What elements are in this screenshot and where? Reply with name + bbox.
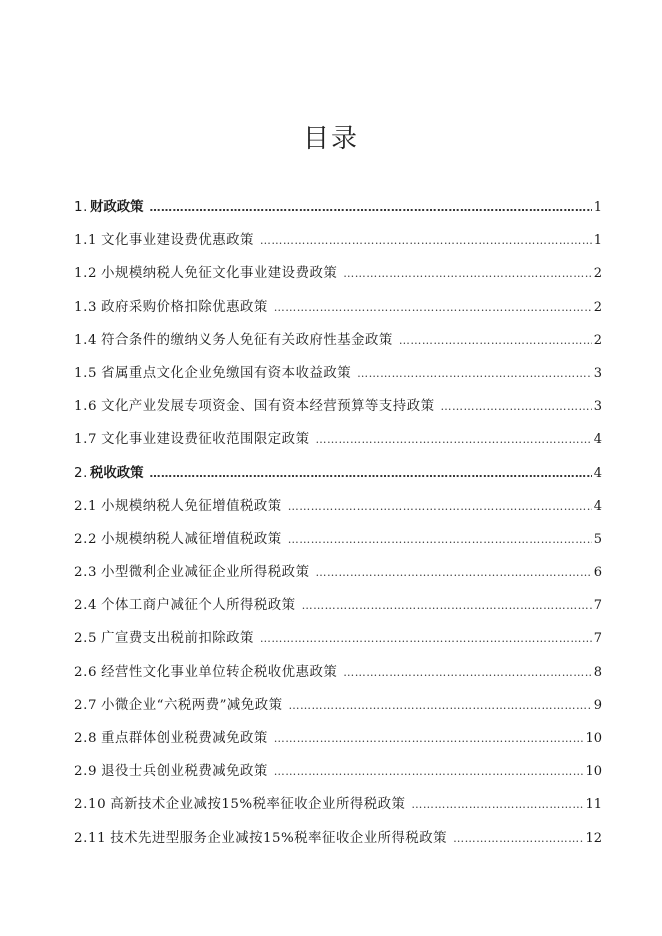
toc-page-number: 2 [593,299,602,315]
toc-entry[interactable] [74,390,602,423]
toc-section-heading[interactable] [74,457,602,490]
dot-leader [260,224,592,257]
toc-entry-number: 1. [74,200,88,215]
toc-entry[interactable] [74,722,602,755]
toc-entry[interactable] [74,490,602,523]
dot-leader [357,357,592,390]
toc-page-number: 10 [585,764,602,780]
dot-leader [274,291,592,324]
dot-leader [302,589,592,622]
toc-entry-title: 小型微利企业减征企业所得税政策 [101,565,310,581]
dot-leader [150,191,592,224]
toc-page-number: 3 [593,365,602,381]
toc-entry[interactable] [74,589,602,622]
toc-entry-title: 文化产业发展专项资金、国有资本经营预算等支持政策 [101,399,435,415]
toc-entry-number: 2.5 [74,631,98,647]
toc-page-number: 9 [593,697,602,713]
toc-entry-title: 小规模纳税人免征文化事业建设费政策 [101,266,338,282]
dot-leader [260,622,592,655]
toc-page-number: 7 [593,631,602,647]
toc-entry-title: 文化事业建设费征收范围限定政策 [101,432,310,448]
dot-leader [411,788,583,821]
toc-entry-number: 2.7 [74,697,98,713]
toc-entry[interactable] [74,788,602,821]
toc-entry-number: 2.4 [74,598,98,614]
toc-page-number: 1 [593,233,602,249]
toc-entry[interactable] [74,291,602,324]
toc-page-number: 6 [593,565,602,581]
dot-leader [399,324,592,357]
toc-page-number: 4 [593,465,602,481]
toc-entry-title: 技术先进型服务企业减按15%税率征收企业所得税政策 [110,830,448,846]
toc-entry[interactable] [74,556,602,589]
toc-entry-number: 1.7 [74,432,98,448]
toc-page-number: 3 [593,399,602,415]
toc-entry-title: 小微企业“六税两费”减免政策 [101,697,283,713]
toc-page-number: 12 [585,830,602,846]
toc-page-number: 2 [593,266,602,282]
toc-entry-title: 税收政策 [89,465,144,481]
toc-entry-title: 退役士兵创业税费减免政策 [101,764,268,780]
toc-entry-number: 2.9 [74,764,98,780]
toc-page-number: 4 [593,432,602,448]
toc-entry-title: 广宣费支出税前扣除政策 [101,631,254,647]
dot-leader [315,556,591,589]
dot-leader [453,822,583,855]
dot-leader [343,257,591,290]
toc-page-number: 10 [585,731,602,746]
toc-entry[interactable] [74,755,602,788]
toc-entry[interactable] [74,224,602,257]
toc-entry-title: 高新技术企业减按15%税率征收企业所得税政策 [110,797,406,813]
toc-page-number: 7 [593,598,602,614]
toc-entry-number: 1.1 [74,233,98,249]
toc-entry-number: 2.3 [74,565,98,581]
toc-entry[interactable] [74,822,602,855]
toc-entry[interactable] [74,423,602,456]
toc-entry-title: 文化事业建设费优惠政策 [101,233,254,249]
toc-entry-number: 2.6 [74,664,98,680]
toc-entry-title: 政府采购价格扣除优惠政策 [101,299,268,315]
toc-entry-title: 经营性文化事业单位转企税收优惠政策 [101,664,338,680]
table-of-contents [74,191,602,855]
toc-entry-title: 财政政策 [89,200,144,215]
toc-page-number: 8 [593,664,602,680]
toc-entry[interactable] [74,656,602,689]
toc-entry-number: 2.11 [74,830,107,846]
toc-entry-number: 2.8 [74,731,98,746]
toc-entry-number: 1.5 [74,365,98,381]
dot-leader [288,523,592,556]
toc-entry[interactable] [74,257,602,290]
toc-entry-number: 2. [74,465,88,481]
toc-entry[interactable] [74,523,602,556]
dot-leader [440,390,591,423]
toc-entry-number: 1.6 [74,399,98,415]
toc-entry-number: 2.2 [74,531,98,547]
dot-leader [343,656,591,689]
toc-entry-title: 小规模纳税人减征增值税政策 [101,531,282,547]
dot-leader [274,722,584,755]
toc-entry-title: 个体工商户减征个人所得税政策 [101,598,296,614]
toc-entry-title: 重点群体创业税费减免政策 [101,731,268,746]
toc-entry-number: 1.4 [74,332,98,348]
dot-leader [315,423,591,456]
toc-entry[interactable] [74,324,602,357]
toc-entry-title: 小规模纳税人免征增值税政策 [101,498,282,514]
toc-page-number: 1 [593,200,602,215]
toc-entry[interactable] [74,622,602,655]
toc-page-number: 2 [593,332,602,348]
toc-entry-number: 1.2 [74,266,98,282]
toc-page-number: 5 [593,531,602,547]
page-title: 目录 [302,124,359,154]
toc-entry[interactable] [74,357,602,390]
dot-leader [150,457,592,490]
dot-leader [289,689,592,722]
toc-page-number: 11 [585,797,602,813]
dot-leader [288,490,592,523]
toc-entry-title: 符合条件的缴纳义务人免征有关政府性基金政策 [101,332,393,348]
toc-page-number: 4 [593,498,602,514]
toc-section-heading[interactable] [74,191,602,224]
toc-entry-number: 2.1 [74,498,98,514]
dot-leader [274,755,584,788]
toc-entry-number: 1.3 [74,299,98,315]
toc-entry-number: 2.10 [74,797,107,813]
toc-entry[interactable] [74,689,602,722]
toc-entry-title: 省属重点文化企业免缴国有资本收益政策 [101,365,352,381]
